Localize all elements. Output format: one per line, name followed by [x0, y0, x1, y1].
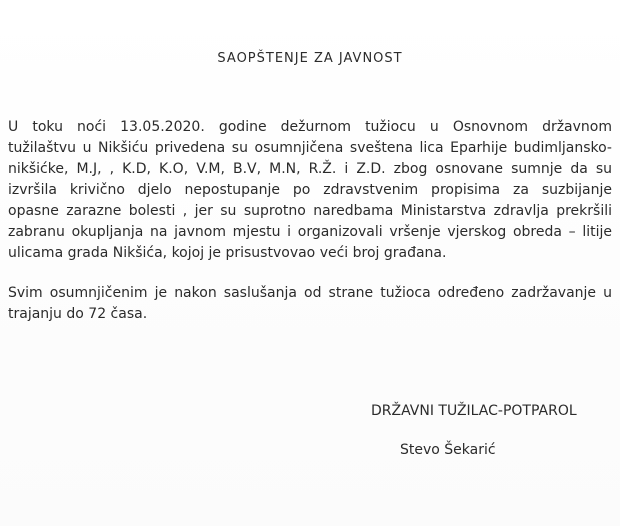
document-title: SAOPŠTENJE ZA JAVNOST [217, 51, 403, 66]
paragraph-line: trajanju do 72 časa. [8, 306, 148, 322]
paragraph-2 [8, 283, 612, 325]
paragraph-line: Svim osumnjičenim je nakon saslušanja od strane tužioca određeno zadržavanje u [8, 285, 612, 301]
paragraph-line: opasne zarazne bolesti , jer su suprotno naredbama Ministarstva zdravlja prekršili [8, 203, 612, 219]
signature-name: Stevo Šekarić [400, 442, 496, 458]
paragraph-line: tužilaštvu u Nikšiću privedena su osumnjičena sveštena lica Eparhije budimljansko- [8, 140, 612, 156]
signature-role: DRŽAVNI TUŽILAC-POTPAROL [371, 403, 577, 419]
paragraph-line: zabranu okupljanja na javnom mjestu i organizovali vršenje vjerskog obreda – litije [8, 224, 612, 240]
paragraph-line: izvršila krivično djelo nepostupanje po zdravstvenim propisima za suzbijanje [8, 182, 612, 198]
paragraph-line: nikšićke, M.J, , K.D, K.O, V.M, B.V, M.N, R.Ž. i Z.D. zbog osnovane sumnje da su [8, 161, 612, 177]
paragraph-line: U toku noći 13.05.2020. godine dežurnom tužiocu u Osnovnom državnom [8, 119, 612, 135]
paragraph-line: ulicama grada Nikšića, kojoj je prisustvovao veći broj građana. [8, 245, 447, 261]
paragraph-1 [8, 117, 612, 264]
